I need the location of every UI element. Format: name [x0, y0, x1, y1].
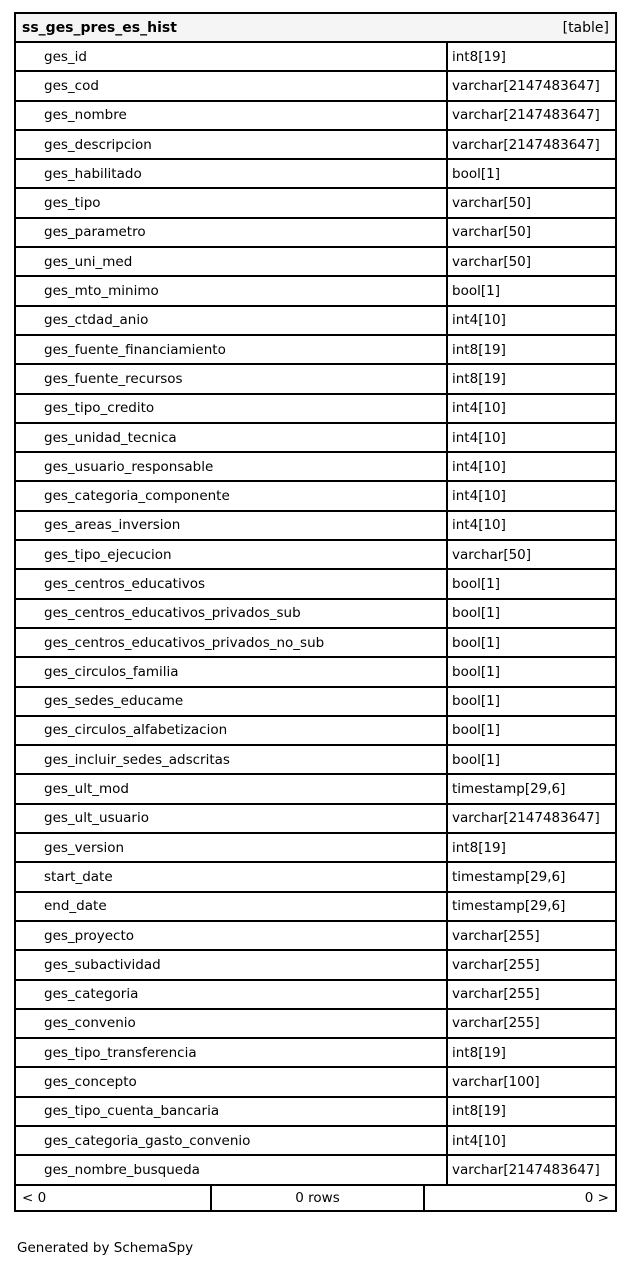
- column-row: [16, 949, 615, 978]
- column-row: [16, 41, 615, 70]
- column-row: [16, 539, 615, 568]
- column-name: ges_usuario_responsable: [16, 453, 448, 480]
- column-name: ges_unidad_tecnica: [16, 424, 448, 451]
- column-type: bool[1]: [452, 283, 500, 300]
- column-type: int8[19]: [452, 370, 506, 387]
- column-name: ges_parametro: [16, 219, 448, 246]
- column-name: end_date: [16, 893, 448, 920]
- column-row: [16, 715, 615, 744]
- column-row: [16, 217, 615, 246]
- column-row: [16, 1066, 615, 1095]
- column-type: int4[10]: [452, 488, 506, 505]
- table-title[interactable]: ss_ges_pres_es_hist: [22, 19, 177, 36]
- column-row: [16, 158, 615, 187]
- column-type: bool[1]: [452, 634, 500, 651]
- footer-parents-count: 0 >: [584, 1189, 609, 1206]
- column-row: [16, 510, 615, 539]
- column-name: ges_habilitado: [16, 160, 448, 187]
- column-row: [16, 334, 615, 363]
- column-row: [16, 598, 615, 627]
- column-type: int4[10]: [452, 312, 506, 329]
- column-type: int8[19]: [452, 1044, 506, 1061]
- column-row: [16, 305, 615, 334]
- column-row: [16, 422, 615, 451]
- column-type: int8[19]: [452, 48, 506, 65]
- column-row: [16, 656, 615, 685]
- column-type: timestamp[29,6]: [452, 898, 566, 915]
- column-type: int4[10]: [452, 1132, 506, 1149]
- column-name: ges_id: [16, 43, 448, 70]
- column-name: ges_nombre: [16, 102, 448, 129]
- column-type: varchar[50]: [452, 195, 532, 212]
- column-name: ges_fuente_financiamiento: [16, 336, 448, 363]
- table-diagram-node[interactable]: [14, 12, 617, 1212]
- column-row: [16, 100, 615, 129]
- column-type: varchar[100]: [452, 1074, 540, 1091]
- column-row: [16, 480, 615, 509]
- footer-children-count: < 0: [16, 1186, 212, 1210]
- column-row: [16, 1037, 615, 1066]
- column-name: ges_categoria_gasto_convenio: [16, 1127, 448, 1154]
- column-name: ges_ctdad_anio: [16, 307, 448, 334]
- column-row: [16, 451, 615, 480]
- column-type: varchar[50]: [452, 546, 532, 563]
- column-type: varchar[2147483647]: [452, 1161, 600, 1178]
- column-name: ges_cod: [16, 72, 448, 99]
- column-type: varchar[50]: [452, 224, 532, 241]
- column-name: ges_tipo: [16, 189, 448, 216]
- column-row: [16, 1154, 615, 1183]
- column-row: [16, 275, 615, 304]
- column-type: int8[19]: [452, 1103, 506, 1120]
- column-type: int4[10]: [452, 458, 506, 475]
- column-row: [16, 70, 615, 99]
- column-type: bool[1]: [452, 165, 500, 182]
- column-row: [16, 920, 615, 949]
- column-row: [16, 1008, 615, 1037]
- column-row: [16, 363, 615, 392]
- column-name: ges_categoria: [16, 981, 448, 1008]
- column-type: bool[1]: [452, 722, 500, 739]
- column-name: ges_convenio: [16, 1010, 448, 1037]
- column-name: ges_centros_educativos_privados_sub: [16, 600, 448, 627]
- column-name: ges_circulos_familia: [16, 658, 448, 685]
- column-row: [16, 891, 615, 920]
- table-type-badge: [table]: [562, 19, 609, 36]
- column-name: ges_areas_inversion: [16, 512, 448, 539]
- column-type: int4[10]: [452, 429, 506, 446]
- column-name: ges_ult_mod: [16, 775, 448, 802]
- column-row: [16, 1096, 615, 1125]
- column-name: ges_nombre_busqueda: [16, 1156, 448, 1183]
- column-row: [16, 861, 615, 890]
- column-name: ges_tipo_credito: [16, 395, 448, 422]
- column-name: ges_incluir_sedes_adscritas: [16, 746, 448, 773]
- column-type: varchar[2147483647]: [452, 136, 600, 153]
- column-type: varchar[255]: [452, 956, 540, 973]
- footer-row-count: 0 rows: [212, 1186, 425, 1210]
- column-name: ges_categoria_componente: [16, 482, 448, 509]
- column-type: varchar[2147483647]: [452, 77, 600, 94]
- generated-by-credit: Generated by SchemaSpy: [17, 1240, 194, 1256]
- column-name: ges_mto_minimo: [16, 277, 448, 304]
- column-row: [16, 686, 615, 715]
- column-name: ges_sedes_educame: [16, 688, 448, 715]
- column-name: ges_tipo_cuenta_bancaria: [16, 1098, 448, 1125]
- column-row: [16, 1125, 615, 1154]
- column-name: ges_tipo_ejecucion: [16, 541, 448, 568]
- column-name: ges_uni_med: [16, 248, 448, 275]
- column-row: [16, 246, 615, 275]
- column-row: [16, 393, 615, 422]
- column-type: varchar[2147483647]: [452, 810, 600, 827]
- table-footer: [16, 1184, 615, 1210]
- column-type: timestamp[29,6]: [452, 781, 566, 798]
- column-row: [16, 979, 615, 1008]
- column-type: bool[1]: [452, 693, 500, 710]
- column-type: varchar[50]: [452, 253, 532, 270]
- table-header: [16, 14, 615, 41]
- column-name: ges_descripcion: [16, 131, 448, 158]
- column-type: int8[19]: [452, 341, 506, 358]
- column-name: ges_circulos_alfabetizacion: [16, 717, 448, 744]
- column-name: ges_version: [16, 834, 448, 861]
- column-type: int8[19]: [452, 839, 506, 856]
- column-name: ges_concepto: [16, 1068, 448, 1095]
- column-name: ges_proyecto: [16, 922, 448, 949]
- column-row: [16, 129, 615, 158]
- column-row: [16, 568, 615, 597]
- column-type: bool[1]: [452, 663, 500, 680]
- column-type: bool[1]: [452, 605, 500, 622]
- column-name: ges_centros_educativos: [16, 570, 448, 597]
- column-type: varchar[255]: [452, 986, 540, 1003]
- column-type: timestamp[29,6]: [452, 868, 566, 885]
- column-list: [16, 41, 615, 1184]
- column-name: ges_tipo_transferencia: [16, 1039, 448, 1066]
- column-name: start_date: [16, 863, 448, 890]
- column-name: ges_ult_usuario: [16, 805, 448, 832]
- column-name: ges_subactividad: [16, 951, 448, 978]
- column-type: bool[1]: [452, 575, 500, 592]
- column-type: bool[1]: [452, 751, 500, 768]
- column-type: varchar[255]: [452, 1015, 540, 1032]
- column-type: int4[10]: [452, 400, 506, 417]
- column-row: [16, 773, 615, 802]
- column-row: [16, 744, 615, 773]
- column-row: [16, 803, 615, 832]
- column-name: ges_fuente_recursos: [16, 365, 448, 392]
- column-type: varchar[2147483647]: [452, 107, 600, 124]
- column-name: ges_centros_educativos_privados_no_sub: [16, 629, 448, 656]
- column-type: varchar[255]: [452, 927, 540, 944]
- column-row: [16, 187, 615, 216]
- column-row: [16, 832, 615, 861]
- column-row: [16, 627, 615, 656]
- column-type: int4[10]: [452, 517, 506, 534]
